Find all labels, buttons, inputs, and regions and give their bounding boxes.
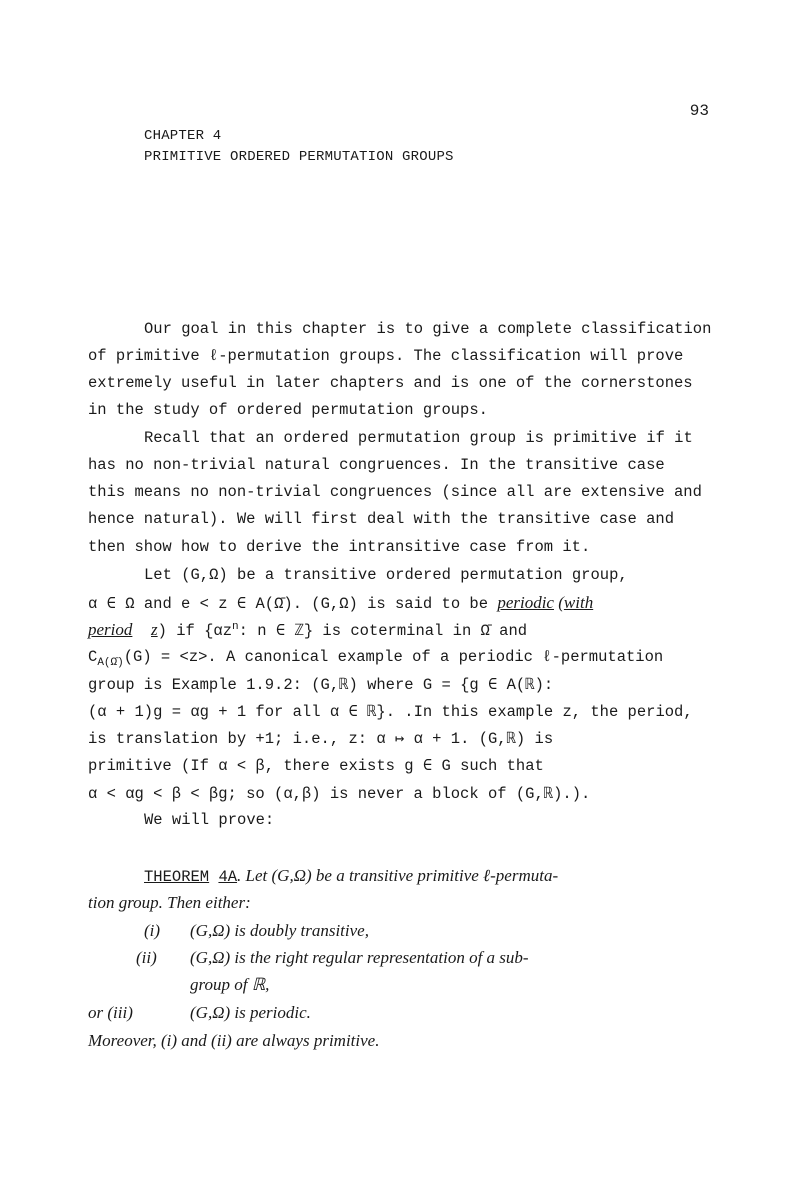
text-run: ( [553, 593, 564, 612]
superscript: n [232, 621, 239, 633]
theorem-item [88, 1003, 311, 1023]
text-run: (G) = <z>. A canonical example of a periodic ℓ-permutation [123, 648, 664, 666]
theorem-item [190, 975, 269, 995]
paragraph-line: has no non-trivial natural congruences. In the transitive case [88, 456, 665, 474]
theorem-heading [144, 866, 558, 886]
theorem-statement: tion group. Then either: [88, 893, 251, 912]
text-run: : n ∈ ℤ} is coterminal in Ω̄ and [238, 622, 528, 640]
item-text: (G,Ω) is periodic. [190, 1003, 311, 1022]
term-periodic: periodic [497, 593, 554, 612]
item-number: (ii) [136, 948, 157, 967]
paragraph-line: then show how to derive the intransitive case from it. [88, 538, 591, 556]
paragraph-line: is translation by +1; i.e., z: α ↦ α + 1. (G,ℝ) is [88, 730, 554, 748]
theorem-number: 4A [218, 868, 238, 886]
theorem-closing: Moreover, (i) and (ii) are always primitive. [88, 1031, 380, 1050]
paragraph-line: (α + 1)g = αg + 1 for all α ∈ ℝ}. .In this example z, the period, [88, 703, 693, 721]
paragraph-line: Recall that an ordered permutation group is primitive if it [144, 429, 693, 447]
paragraph-line [88, 620, 527, 640]
term-period: period [88, 620, 133, 639]
text-run: α ∈ Ω and e < z ∈ A(Ω̄). (G,Ω) is said to be [88, 595, 498, 613]
theorem-label: THEOREM [144, 868, 210, 886]
item-text: (G,Ω) is doubly transitive, [190, 921, 369, 940]
page-number: 93 [689, 102, 709, 120]
paragraph-line: α < αg < β < βg; so (α,β) is never a block of (G,ℝ).). [88, 785, 591, 803]
paragraph-line [88, 593, 593, 613]
paragraph-line: primitive (If α < β, there exists g ∈ G such that [88, 757, 544, 775]
paragraph-line: in the study of ordered permutation groups. [88, 401, 488, 419]
item-text: (G,Ω) is the right regular representation of a sub- [190, 948, 529, 967]
paragraph-line: Our goal in this chapter is to give a complete classification [144, 320, 712, 338]
text-run: ) if {αz [157, 622, 233, 640]
term-z: z [151, 620, 158, 639]
chapter-label: CHAPTER 4 [144, 128, 222, 144]
term-with: with [563, 593, 594, 612]
paragraph-line: hence natural). We will first deal with the transitive case and [88, 510, 674, 528]
paragraph-line: group is Example 1.9.2: (G,ℝ) where G = {g ∈ A(ℝ): [88, 676, 554, 694]
paragraph-line [88, 648, 664, 669]
chapter-title: PRIMITIVE ORDERED PERMUTATION GROUPS [144, 149, 454, 165]
subscript: A(Ω̄) [97, 657, 124, 669]
theorem-item [136, 948, 529, 968]
paragraph-line: Let (G,Ω) be a transitive ordered permutation group, [144, 566, 628, 584]
item-text: group of ℝ, [190, 975, 270, 994]
paragraph-line: We will prove: [144, 811, 275, 829]
item-number: or (iii) [88, 1003, 133, 1022]
paragraph-line: of primitive ℓ-permutation groups. The classification will prove [88, 347, 684, 365]
item-number: (i) [144, 921, 161, 940]
theorem-item [144, 921, 369, 941]
paragraph-line: this means no non-trivial congruences (since all are extensive and [88, 483, 702, 501]
text-run: C [88, 648, 98, 666]
paragraph-line: extremely useful in later chapters and is one of the cornerstones [88, 374, 693, 392]
theorem-statement: . Let (G,Ω) be a transitive primitive ℓ-permuta- [237, 866, 559, 885]
